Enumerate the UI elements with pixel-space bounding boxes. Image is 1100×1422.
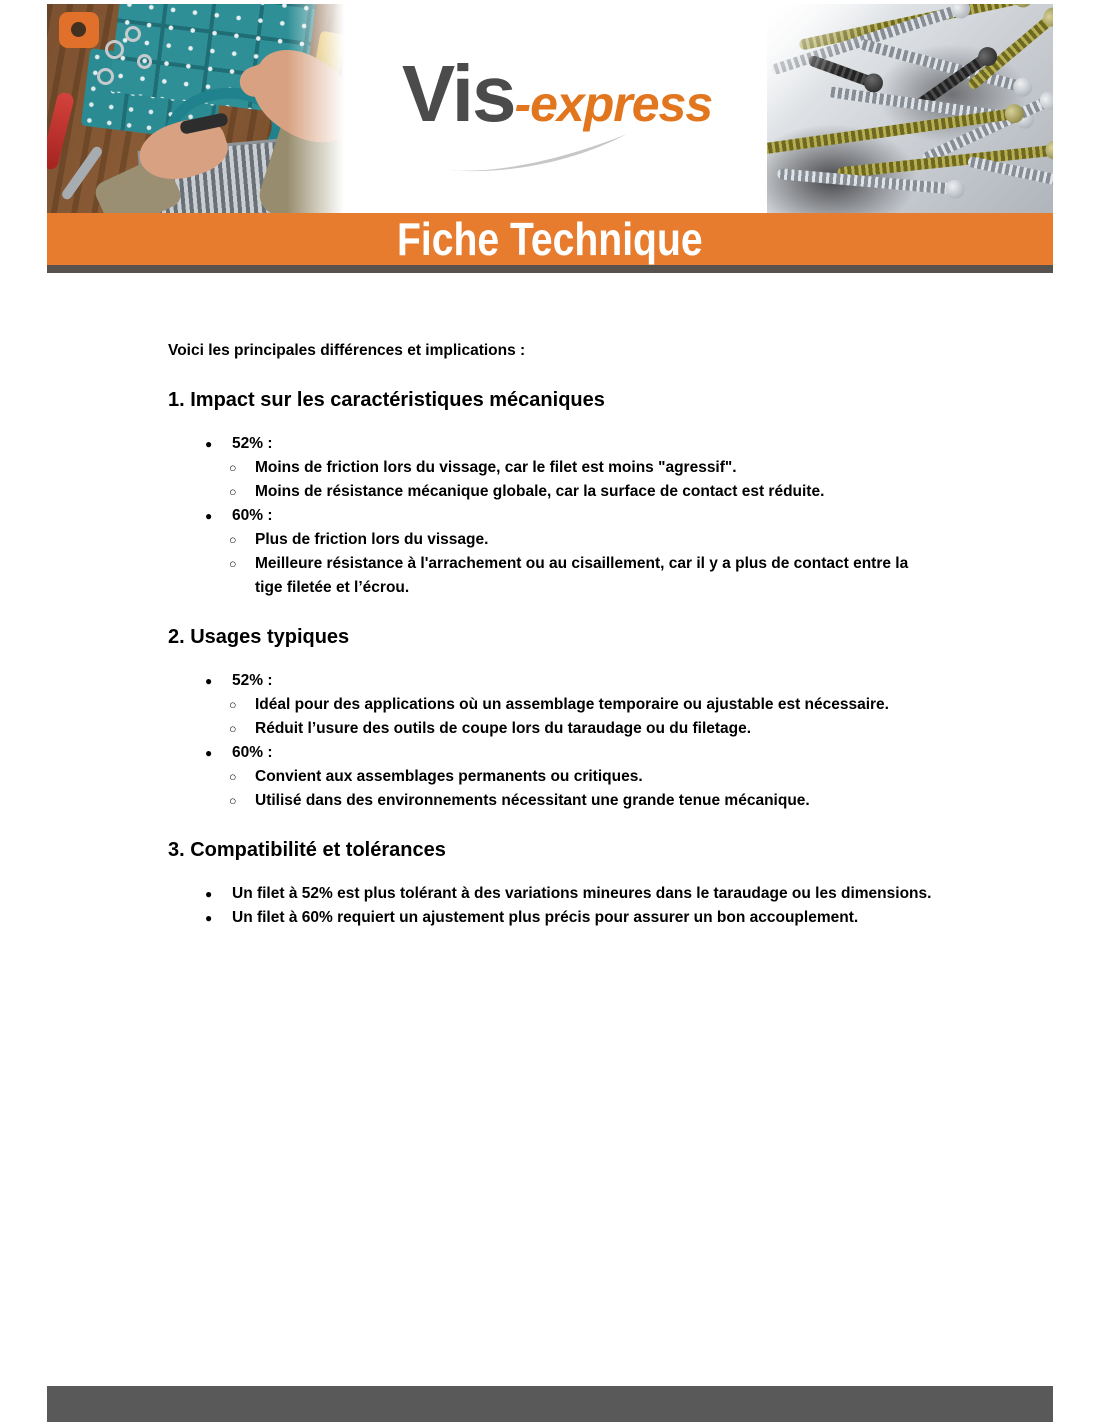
logo-text-secondary: -express <box>514 76 713 132</box>
bullet-text: Un filet à 52% est plus tolérant à des variations mineures dans le taraudage ou les dimensions. <box>232 885 932 902</box>
logo-area <box>347 4 767 213</box>
bullet-list <box>168 669 935 813</box>
sub-list-item <box>168 456 935 480</box>
bullet-disc-icon: ● <box>205 674 213 688</box>
screws-pile-photo <box>767 4 1053 213</box>
bullet-circle-icon: ○ <box>229 461 237 475</box>
bullet-list <box>168 882 935 930</box>
header <box>47 4 1053 213</box>
bullet-circle-icon: ○ <box>229 557 237 571</box>
bullet-disc-icon: ● <box>205 911 213 925</box>
list-item <box>168 504 935 600</box>
intro-paragraph: Voici les principales différences et implications : <box>168 342 526 359</box>
logo-swoosh-icon <box>427 126 637 176</box>
bullet-circle-icon: ○ <box>229 794 237 808</box>
bullet-label: 52% : <box>232 435 273 452</box>
bullet-circle-icon: ○ <box>229 533 237 547</box>
banner-divider <box>47 265 1053 273</box>
footer-bar <box>47 1386 1053 1422</box>
list-item <box>168 669 935 741</box>
bullet-disc-icon: ● <box>205 437 213 451</box>
sub-bullet-text: Plus de friction lors du vissage. <box>255 531 489 548</box>
sub-list-item <box>168 789 935 813</box>
logo-text-primary: Vis <box>401 49 515 138</box>
sub-bullet-text: Utilisé dans des environnements nécessitant une grande tenue mécanique. <box>255 792 810 809</box>
list-item <box>168 741 935 813</box>
sub-list-item <box>168 717 935 741</box>
banner-title: Fiche Technique <box>397 213 703 265</box>
list-item <box>168 906 935 930</box>
sub-bullet-list <box>168 693 935 741</box>
bullet-label: 60% : <box>232 744 273 761</box>
sub-bullet-text: Moins de résistance mécanique globale, car la surface de contact est réduite. <box>255 483 825 500</box>
washer-shape <box>137 54 152 69</box>
washer-shape <box>125 26 141 42</box>
document-body <box>168 273 935 930</box>
sub-list-item <box>168 480 935 504</box>
workbench-photo <box>47 4 347 213</box>
sub-bullet-text: Moins de friction lors du vissage, car le filet est moins "agressif". <box>255 459 737 476</box>
bullet-circle-icon: ○ <box>229 698 237 712</box>
sub-bullet-text: Convient aux assemblages permanents ou critiques. <box>255 768 643 785</box>
sub-bullet-list <box>168 765 935 813</box>
sub-list-item <box>168 552 935 600</box>
list-item <box>168 432 935 504</box>
bullet-list <box>168 432 935 600</box>
washer-shape <box>105 40 124 59</box>
bullet-circle-icon: ○ <box>229 722 237 736</box>
tape-measure-shape <box>59 12 99 48</box>
bullet-disc-icon: ● <box>205 746 213 760</box>
list-item <box>168 882 935 906</box>
sub-list-item <box>168 528 935 552</box>
section-title-3: 3. Compatibilité et tolérances <box>168 839 446 861</box>
bullet-text: Un filet à 60% requiert un ajustement plus précis pour assurer un bon accouplement. <box>232 909 859 926</box>
bullet-circle-icon: ○ <box>229 485 237 499</box>
washer-shape <box>97 68 114 85</box>
bullet-disc-icon: ● <box>205 887 213 901</box>
screw-shape <box>967 156 1053 188</box>
bullet-label: 52% : <box>232 672 273 689</box>
sub-list-item <box>168 765 935 789</box>
section-title-1: 1. Impact sur les caractéristiques mécaniques <box>168 389 605 411</box>
bullet-label: 60% : <box>232 507 273 524</box>
sub-bullet-text: Idéal pour des applications où un assemblage temporaire ou ajustable est nécessaire. <box>255 696 889 713</box>
sub-list-item <box>168 693 935 717</box>
sub-bullet-text: Meilleure résistance à l'arrachement ou au cisaillement, car il y a plus de contact entre la tige filetée et l’écrou. <box>255 555 909 596</box>
sub-bullet-list <box>168 456 935 504</box>
bullet-disc-icon: ● <box>205 509 213 523</box>
sub-bullet-list <box>168 528 935 600</box>
title-banner <box>47 213 1053 265</box>
screw-shape <box>807 54 877 88</box>
section-title-2: 2. Usages typiques <box>168 626 350 648</box>
bullet-circle-icon: ○ <box>229 770 237 784</box>
sub-bullet-text: Réduit l’usure des outils de coupe lors du taraudage ou du filetage. <box>255 720 752 737</box>
